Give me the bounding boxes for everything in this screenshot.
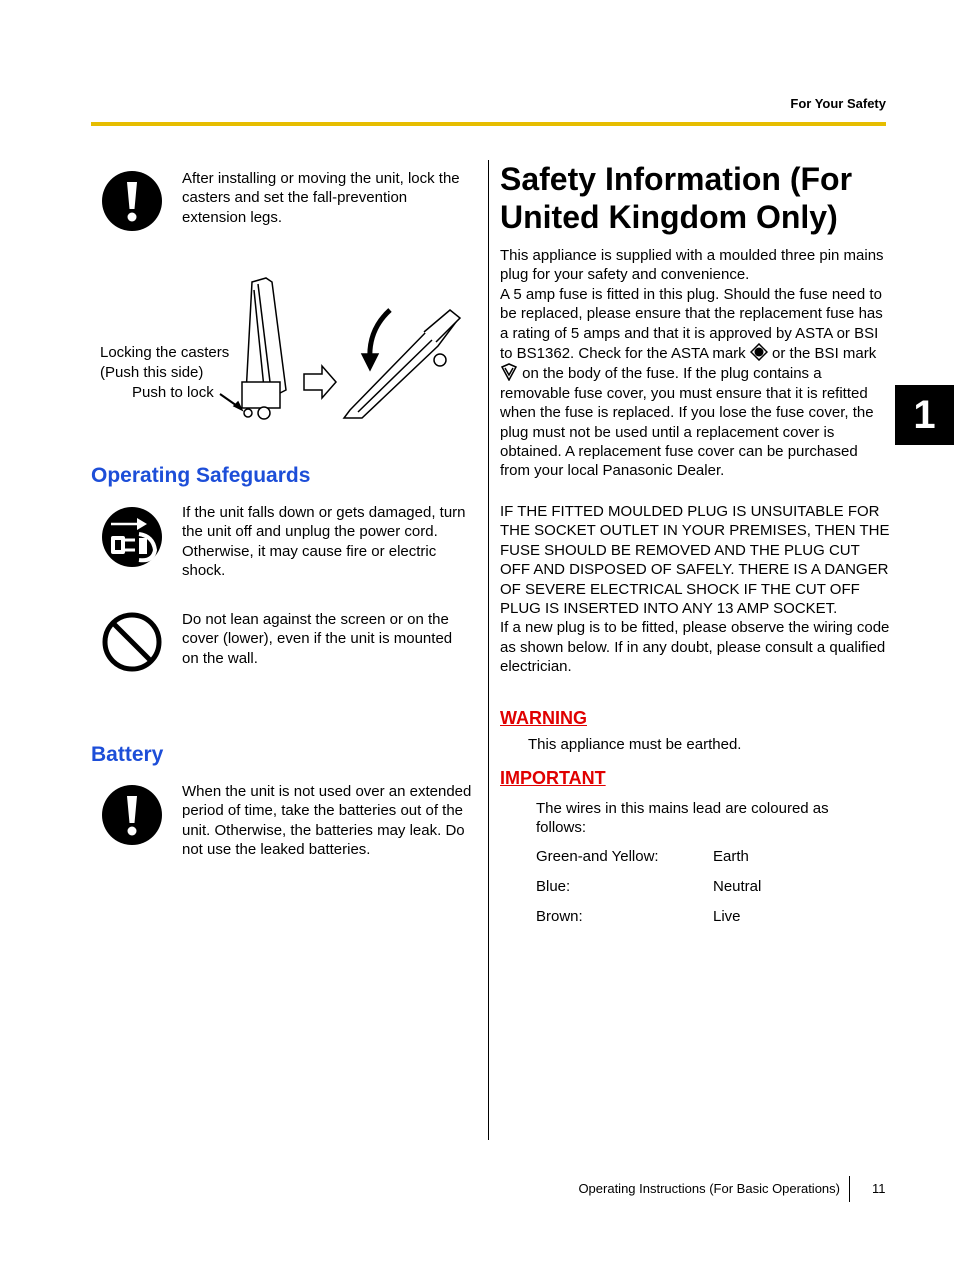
caster-lock-illustration (218, 270, 468, 430)
figure-label-locking: Locking the casters (100, 344, 230, 361)
wire-role-live: Live (713, 908, 741, 925)
plug-intro (500, 246, 888, 481)
exclamation-icon (101, 784, 163, 846)
wire-color-earth: Green-and Yellow: (536, 848, 659, 865)
operating-item-falls: If the unit falls down or gets damaged, turn the unit off and unplug the power cord. Otherwise, it may cause fire or electric shock. (182, 504, 466, 580)
asta-mark-icon (750, 343, 768, 361)
paragraph-fuse: A 5 amp fuse is fitted in this plug. Should the fuse need to be replaced, please ensure that the replacement fuse has a rating of 5 amps and that it is approved by ASTA or BSI to BS1362. Check for the ASTA mark or the BSI mark on the body of the fuse. If the plug contains a removable fuse cover, you must ensure that it is refitted when the fuse is replaced. If you lose the fuse cover, the plug must not be used until a replacement cover is obtained. A replacement fuse cover can be purchased from your local Panasonic Dealer. (500, 285, 883, 480)
page-title-line-1: Safety Information (For (500, 161, 853, 197)
battery-heading: Battery (91, 743, 164, 766)
operating-item-lean: Do not lean against the screen or on the cover (lower), even if the unit is mounted on the wall. (182, 611, 453, 667)
warning-text: This appliance must be earthed. (528, 736, 742, 753)
unplug-icon (101, 506, 163, 568)
page-number: 11 (872, 1181, 886, 1196)
important-text: The wires in this mains lead are coloured as follows: (536, 800, 829, 837)
paragraph-moulded-plug: This appliance is supplied with a moulded three pin mains plug for your safety and convenience. (500, 247, 884, 284)
footer-separator (849, 1176, 850, 1202)
paragraph-new-plug: If a new plug is to be fitted, please observe the wiring code as shown below. If in any doubt, please consult a qualified electrician. (500, 619, 890, 676)
column-divider (488, 160, 489, 1140)
header-rule (91, 122, 886, 126)
wire-color-live: Brown: (536, 908, 583, 925)
important-label: IMPORTANT (500, 768, 606, 788)
warning-label: WARNING (500, 708, 587, 728)
running-header: For Your Safety (790, 96, 886, 111)
wire-role-neutral: Neutral (713, 878, 762, 895)
bsi-kitemark-icon (500, 363, 518, 381)
figure-label-push-side: (Push this side) (100, 364, 204, 381)
chapter-tab: 1 (895, 385, 954, 445)
page-title-line-2: United Kingdom Only) (500, 199, 838, 235)
page-title (500, 160, 852, 236)
disposal-warning (500, 502, 890, 677)
figure-label-push-lock: Push to lock (132, 384, 214, 401)
operating-safeguards-heading: Operating Safeguards (91, 464, 311, 487)
footer-doc-title: Operating Instructions (For Basic Operations) (578, 1181, 840, 1196)
casters-instruction: After installing or moving the unit, lock the casters and set the fall-prevention extension legs. (182, 170, 460, 226)
wire-color-neutral: Blue: (536, 878, 571, 895)
prohibition-icon (101, 611, 163, 673)
paragraph-caps-warning: IF THE FITTED MOULDED PLUG IS UNSUITABLE FOR THE SOCKET OUTLET IN YOUR PREMISES, THEN THE FUSE SHOULD BE REMOVED AND THE PLUG CUT OFF AND DISPOSED OF SAFELY. THERE IS A DANGER OF SEVERE ELECTRICAL SHOCK IF THE CUT OFF PLUG IS INSERTED INTO ANY 13 AMP SOCKET. (500, 503, 890, 618)
wire-role-earth: Earth (713, 848, 749, 865)
exclamation-icon (101, 170, 163, 232)
battery-instruction: When the unit is not used over an extended period of time, take the batteries out of the unit. Otherwise, the batteries may leak. Do not use the leaked batteries. (182, 783, 472, 859)
